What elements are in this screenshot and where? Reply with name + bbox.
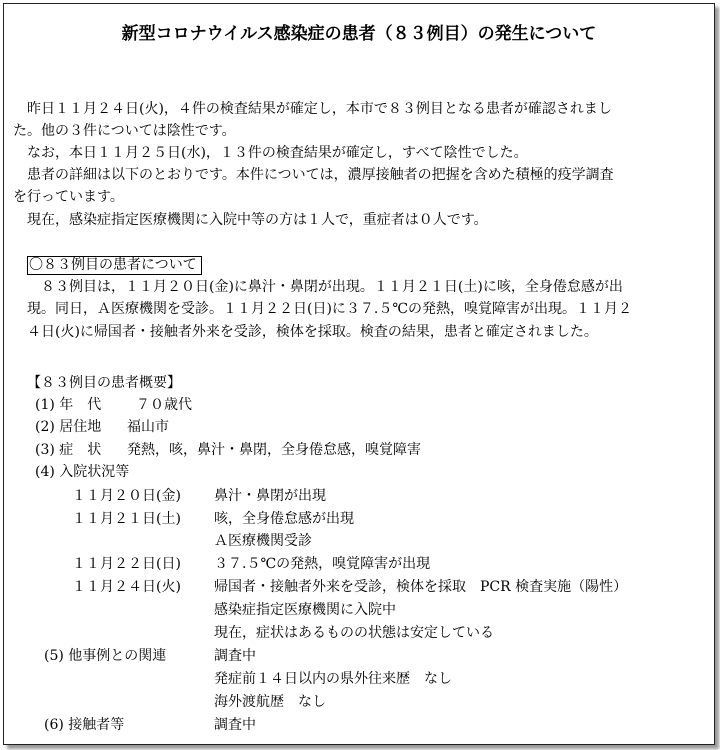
residence-label: (2) 居住地	[35, 419, 102, 435]
timeline-date: １１月２２日(日)	[72, 556, 181, 572]
intro-line: 患者の詳細は以下のとおりです。本件については，濃厚接触者の把握を含めた積極的疫学調査	[27, 167, 614, 183]
intro-line: た。他の３件については陰性です。	[13, 123, 236, 139]
intro-line: 現在，感染症指定医療機関に入院中等の方は１人で，重症者は０人です。	[27, 212, 488, 228]
age-label: (1) 年 代	[35, 397, 102, 413]
intro-line: なお，本日１１月２５日(水)，１３件の検査結果が確定し，すべて陰性でした。	[27, 145, 528, 161]
document-title: 新型コロナウイルス感染症の患者（８３例目）の発生について	[121, 24, 597, 44]
symptoms-value: 発熱，咳，鼻汁・鼻閉，全身倦怠感，嗅覚障害	[127, 442, 421, 458]
intro-line: 昨日１１月２４日(火)，４件の検査結果が確定し，本市で８３例目となる患者が確認されまし	[27, 101, 612, 117]
timeline-event: 鼻汁・鼻閉が出現	[214, 488, 326, 504]
case-heading: 〇８３例目の患者について	[27, 256, 202, 275]
age-value: ７０歳代	[136, 397, 192, 413]
relation-label: (5) 他事例との関連	[44, 648, 167, 664]
intro-line: を行っています。	[13, 189, 124, 205]
timeline-event: 帰国者・接触者外来を受診，検体を採取 PCR 検査実施（陽性）	[214, 579, 628, 595]
timeline-date: １１月２４日(火)	[72, 579, 181, 595]
relation-value: 海外渡航歴 なし	[214, 694, 326, 710]
timeline-event: 現在，症状はあるものの状態は安定している	[214, 625, 494, 641]
document-page	[3, 3, 715, 745]
contacts-value: 調査中	[214, 717, 256, 733]
timeline-event: ３７.５℃の発熱，嗅覚障害が出現	[214, 556, 431, 572]
residence-value: 福山市	[127, 419, 169, 435]
timeline-date: １１月２１日(土)	[72, 511, 181, 527]
case-body-line: ４日(火)に帰国者・接触者外来を受診，検体を採取。検査の結果，患者と確定されました。	[27, 324, 598, 340]
timeline-event: 感染症指定医療機関に入院中	[214, 602, 396, 618]
symptoms-label: (3) 症 状	[35, 442, 102, 458]
timeline-event: Ａ医療機関受診	[214, 533, 312, 549]
contacts-label: (6) 接触者等	[44, 717, 125, 733]
case-body-line: ８３例目は，１１月２０日(金)に鼻汁・鼻閉が出現。１１月２１日(土)に咳，全身倦怠感が出	[41, 279, 623, 295]
timeline-event: 咳，全身倦怠感が出現	[214, 511, 354, 527]
relation-value: 調査中	[214, 648, 256, 664]
relation-value: 発症前１４日以内の県外往来歴 なし	[214, 671, 452, 687]
summary-heading: 【８３例目の患者概要】	[27, 375, 181, 391]
hospital-label: (4) 入院状況等	[35, 464, 130, 480]
case-body-line: 現。同日，Ａ医療機関を受診。１１月２２日(日)に３７.５℃の発熱，嗅覚障害が出現。１１月２	[27, 301, 633, 317]
timeline-date: １１月２０日(金)	[72, 488, 181, 504]
